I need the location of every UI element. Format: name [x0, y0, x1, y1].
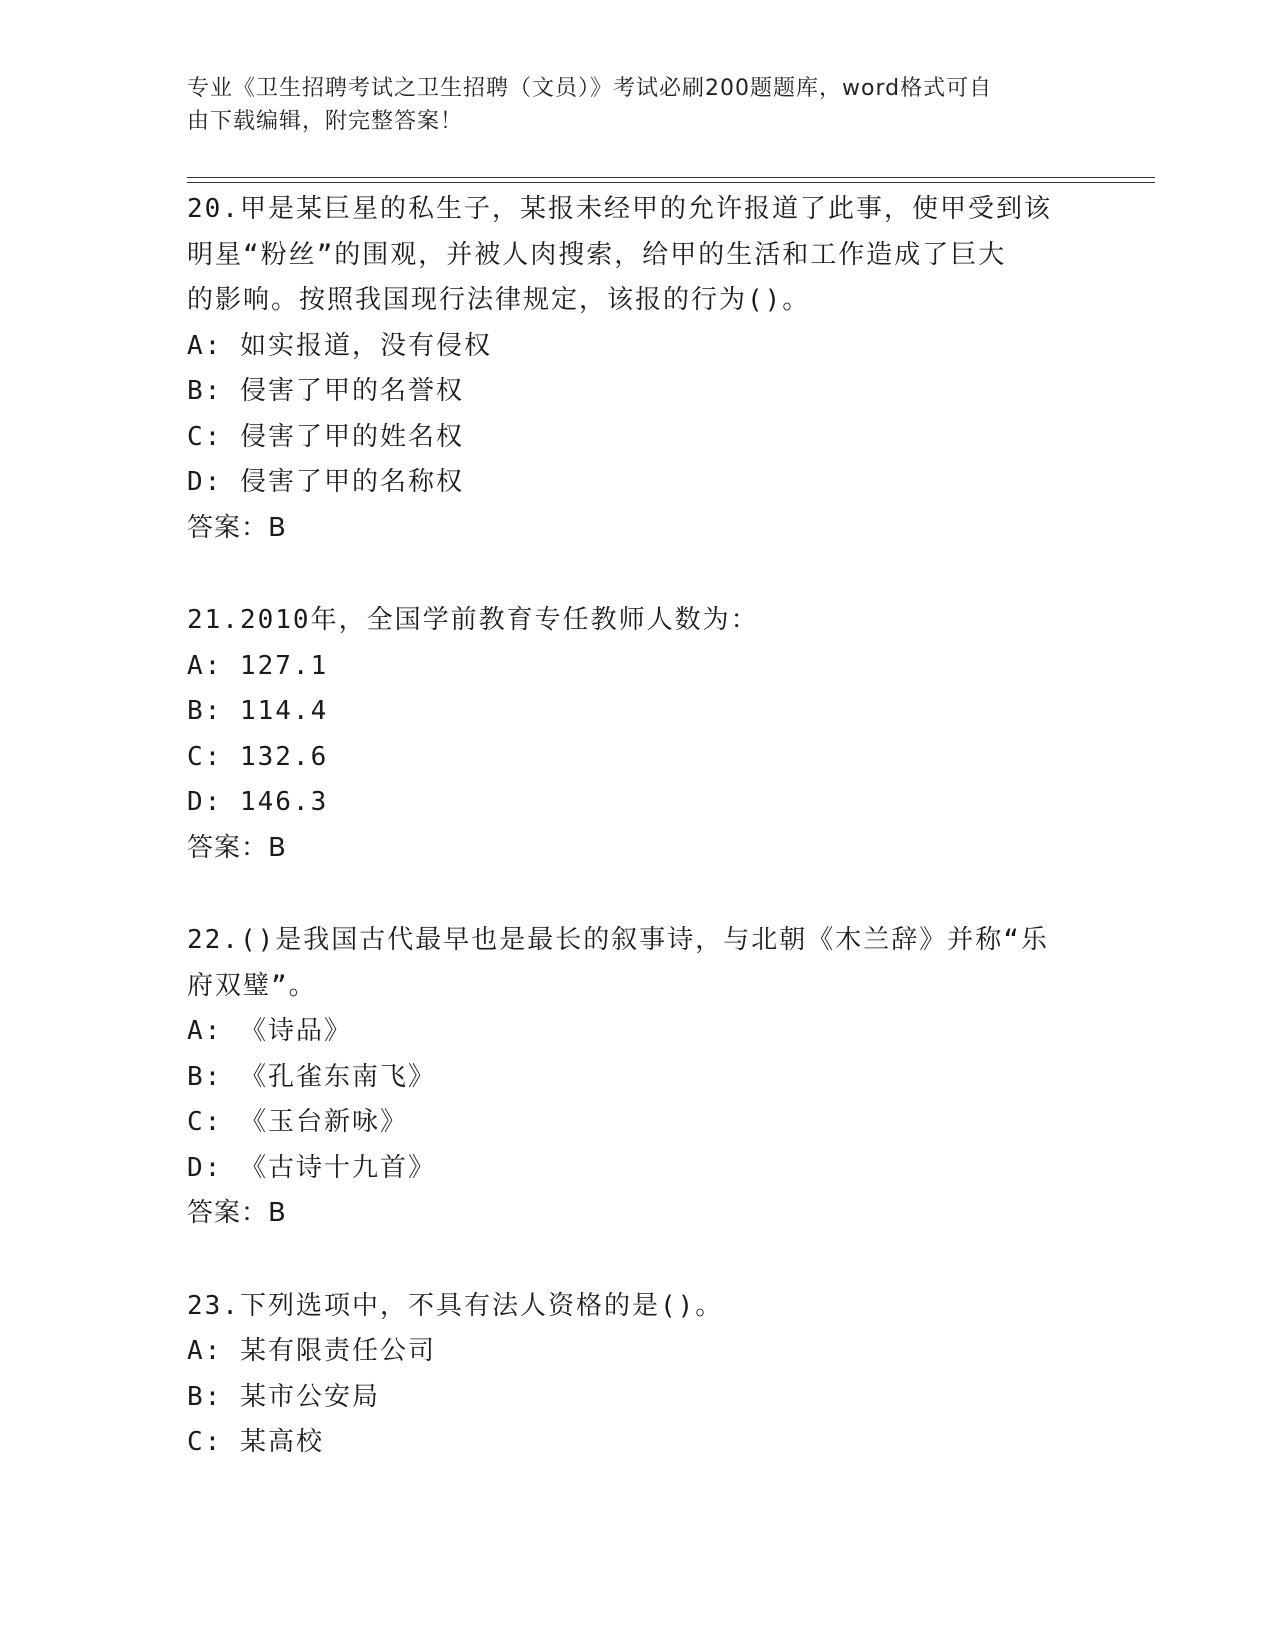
- option-letter: D: [187, 467, 205, 497]
- option-b: [187, 1055, 1087, 1101]
- option-text: 《孔雀东南飞》: [239, 1061, 436, 1092]
- question-23: [187, 1284, 1087, 1466]
- header-divider-top: [187, 177, 1155, 178]
- option-c: [187, 1100, 1087, 1146]
- option-separator: :: [204, 1016, 240, 1046]
- option-letter: C: [187, 1107, 205, 1137]
- question-spacer: [187, 1237, 1087, 1284]
- question-text-line: 21.2010年，全国学前教育专任教师人数为：: [187, 605, 759, 635]
- option-letter: D: [187, 787, 205, 817]
- question-text-line: 明星“粉丝”的围观，并被人肉搜索，给甲的生活和工作造成了巨大: [187, 239, 1007, 270]
- option-d: [187, 780, 1087, 826]
- option-separator: :: [204, 650, 240, 681]
- option-text: 127.1: [239, 650, 329, 681]
- header-divider-bottom: [187, 182, 1155, 183]
- option-text: 某高校: [239, 1427, 324, 1457]
- question-text-line: 20.甲是某巨星的私生子，某报未经甲的允许报道了此事，使甲受到该: [187, 194, 1052, 224]
- option-separator: :: [204, 1107, 240, 1137]
- answer-line: [187, 826, 1087, 872]
- option-text: 某有限责任公司: [239, 1336, 436, 1366]
- option-letter: B: [187, 376, 205, 406]
- option-c: [187, 735, 1087, 781]
- question-20: [187, 187, 1087, 551]
- answer-label: 答案：: [187, 1198, 269, 1228]
- option-c: [187, 1420, 1087, 1466]
- option-a: [187, 1009, 1087, 1055]
- option-text: 侵害了甲的名誉权: [239, 376, 464, 406]
- option-letter: A: [187, 330, 205, 361]
- option-letter: A: [187, 1336, 205, 1366]
- question-text-line: 22.()是我国古代最早也是最长的叙事诗，与北朝《木兰辞》并称“乐: [187, 925, 1049, 955]
- option-b: [187, 369, 1087, 415]
- answer-line: [187, 506, 1087, 552]
- option-b: [187, 1375, 1087, 1421]
- question-text-line: 的影响。按照我国现行法律规定，该报的行为()。: [187, 285, 811, 315]
- question-text-line: 23.下列选项中，不具有法人资格的是()。: [187, 1290, 724, 1321]
- answer-line: [187, 1191, 1087, 1237]
- question-21: [187, 598, 1087, 871]
- option-text: 《古诗十九首》: [239, 1152, 436, 1183]
- option-separator: :: [204, 1152, 240, 1183]
- option-separator: :: [204, 421, 240, 452]
- option-separator: :: [204, 467, 240, 497]
- option-letter: D: [187, 1152, 205, 1183]
- option-letter: C: [187, 1427, 205, 1457]
- header-line-2: 由下载编辑，附完整答案！: [187, 109, 464, 134]
- question-list: [187, 187, 1087, 1466]
- question-spacer: [187, 871, 1087, 918]
- option-text: 《诗品》: [239, 1016, 352, 1046]
- option-letter: C: [187, 741, 205, 772]
- option-separator: :: [204, 1381, 240, 1412]
- option-separator: :: [204, 1427, 240, 1457]
- option-text: 某市公安局: [239, 1381, 380, 1412]
- question-22: [187, 918, 1087, 1237]
- option-c: [187, 415, 1087, 461]
- answer-label: 答案：: [187, 512, 269, 543]
- option-separator: :: [204, 1061, 240, 1092]
- question-spacer: [187, 551, 1087, 598]
- question-text-line: 府双璧”。: [187, 970, 317, 1001]
- option-d: [187, 460, 1087, 506]
- option-text: 146.3: [239, 787, 329, 817]
- option-letter: B: [187, 1381, 205, 1412]
- answer-label: 答案：: [187, 832, 269, 863]
- option-letter: B: [187, 696, 205, 726]
- option-a: [187, 324, 1087, 370]
- option-b: [187, 689, 1087, 735]
- option-separator: :: [204, 741, 240, 772]
- document-header: [187, 72, 1067, 138]
- option-separator: :: [204, 787, 240, 817]
- option-a: [187, 1329, 1087, 1375]
- option-text: 侵害了甲的姓名权: [239, 421, 464, 452]
- header-line-1: 专业《卫生招聘考试之卫生招聘（文员）》考试必刷200题题库，word格式可自: [187, 76, 993, 101]
- option-d: [187, 1146, 1087, 1192]
- option-letter: A: [187, 1016, 205, 1046]
- option-letter: C: [187, 421, 205, 452]
- option-text: 如实报道，没有侵权: [239, 330, 492, 361]
- answer-value: B: [268, 1198, 287, 1228]
- option-letter: A: [187, 650, 205, 681]
- option-separator: :: [204, 330, 240, 361]
- option-text: 侵害了甲的名称权: [239, 467, 464, 497]
- option-separator: :: [204, 376, 240, 406]
- option-text: 《玉台新咏》: [239, 1107, 408, 1137]
- option-separator: :: [204, 696, 240, 726]
- option-a: [187, 644, 1087, 690]
- answer-value: B: [268, 832, 287, 863]
- option-letter: B: [187, 1061, 205, 1092]
- option-text: 132.6: [239, 741, 329, 772]
- answer-value: B: [268, 512, 287, 543]
- option-separator: :: [204, 1336, 240, 1366]
- option-text: 114.4: [239, 696, 329, 726]
